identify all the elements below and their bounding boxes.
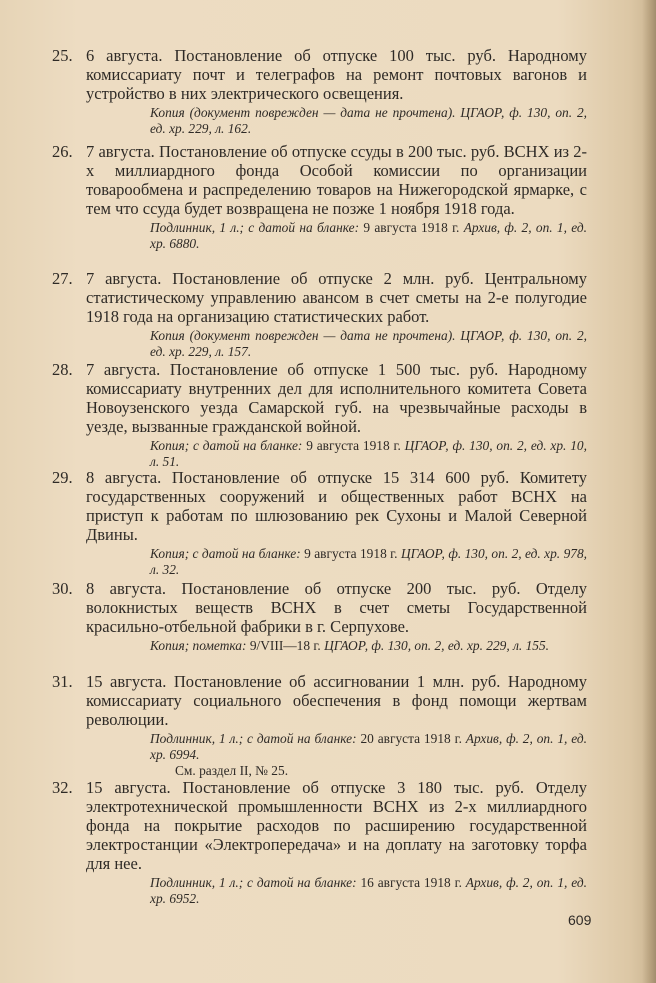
- source-tail: ЦГАОР, ф. 130, оп. 2, ед. хр. 978, л. 32.: [150, 546, 587, 577]
- entry-number: 26.: [52, 142, 73, 161]
- entry-number: 32.: [52, 778, 73, 797]
- entry-29: [52, 468, 587, 578]
- source-date: 20 августа 1918 г.: [360, 731, 462, 746]
- entry-text: 15 августа. Постановление об отпуске 3 180 тыс. руб. Отделу электротехнической промышленности ВСНХ из 2-х миллиардного фонда на покрытие расходов по расширению государственной электростанции «Электропередача» и на доплату на заготовку торфа для нее.: [86, 778, 587, 873]
- entry-text: 6 августа. Постановление об отпуске 100 тыс. руб. Народному комиссариату почт и телеграфов на ремонт почтовых вагонов и устройство в них электрического освещения.: [86, 46, 587, 103]
- entry-source: [150, 875, 587, 907]
- entry-source: Копия (документ поврежден — дата не прочтена). ЦГАОР, ф. 130, оп. 2, ед. хр. 229, л. 157.: [150, 328, 587, 359]
- entry-source: [150, 438, 587, 470]
- entry-source: [150, 220, 587, 252]
- entry-number: 25.: [52, 46, 73, 65]
- entry-number: 27.: [52, 269, 73, 288]
- entry-number: 29.: [52, 468, 73, 487]
- source-tail: Архив, ф. 2, оп. 1, ед. хр. 6880.: [150, 220, 587, 251]
- page-edge-shadow: [642, 0, 656, 983]
- source-date: 9 августа 1918 г.: [306, 438, 401, 453]
- entry-number: 30.: [52, 579, 73, 598]
- source-lead: Подлинник, 1 л.; с датой на бланке:: [150, 731, 357, 746]
- source-lead: Подлинник, 1 л.; с датой на бланке:: [150, 875, 357, 890]
- source-tail: Архив, ф. 2, оп. 1, ед. хр. 6952.: [150, 875, 587, 906]
- source-lead: Копия; с датой на бланке:: [150, 546, 301, 561]
- source-lead: Копия; пометка:: [150, 638, 247, 653]
- entry-27: [52, 269, 587, 360]
- source-date: 9 августа 1918 г.: [304, 546, 398, 561]
- entry-31: [52, 672, 587, 779]
- source-tail: ЦГАОР, ф. 130, оп. 2, ед. хр. 229, л. 155.: [324, 638, 550, 653]
- entry-text: 8 августа. Постановление об отпуске 200 тыс. руб. Отделу волокнистых веществ ВСНХ в счет сметы Государственной красильно-отбельной фабрики в г. Серпухове.: [86, 579, 587, 636]
- entry-number: 28.: [52, 360, 73, 379]
- source-date: 16 августа 1918 г.: [360, 875, 462, 890]
- page-number: 609: [568, 912, 592, 928]
- entry-28: [52, 360, 587, 470]
- source-lead: Подлинник, 1 л.; с датой на бланке:: [150, 220, 360, 235]
- entry-30: [52, 579, 587, 654]
- entry-text: 8 августа. Постановление об отпуске 15 314 600 руб. Комитету государственных сооружений и общественных работ ВСНХ на приступ к работам по шлюзованию рек Сухоны и Малой Северной Двины.: [86, 468, 587, 544]
- source-date: 9/VIII—18 г.: [249, 638, 321, 653]
- source-tail: ЦГАОР, ф. 130, оп. 2, ед. хр. 10, л. 51.: [150, 438, 587, 469]
- entry-text: 7 августа. Постановление об отпуске ссуды в 200 тыс. руб. ВСНХ из 2-х миллиардного фонда Особой комиссии по организации товарообмена и распределению товаров на Нижегородской ярмарке, с тем что ссуда будет возвращена не позже 1 ноября 1918 года.: [86, 142, 587, 218]
- entry-source: [150, 731, 587, 763]
- entry-source: [150, 638, 587, 654]
- source-date: 9 августа 1918 г.: [363, 220, 460, 235]
- entry-source: [150, 546, 587, 578]
- source-lead: Копия; с датой на бланке:: [150, 438, 303, 453]
- cross-reference: См. раздел II, № 25.: [175, 763, 289, 778]
- entry-source: Копия (документ поврежден — дата не прочтена). ЦГАОР, ф. 130, оп. 2, ед. хр. 229, л. 162.: [150, 105, 587, 136]
- entry-text: 7 августа. Постановление об отпуске 2 млн. руб. Центральному статистическому управлению авансом в счет сметы на 2-е полугодие 1918 года на организацию статистических работ.: [86, 269, 587, 326]
- source-tail: Архив, ф. 2, оп. 1, ед. хр. 6994.: [150, 731, 587, 762]
- entry-text: 15 августа. Постановление об ассигновании 1 млн. руб. Народному комиссариату социального обеспечения в фонд помощи жертвам революции.: [86, 672, 587, 729]
- entry-25: [52, 46, 587, 137]
- entry-26: [52, 142, 587, 252]
- entry-32: [52, 778, 587, 907]
- entry-number: 31.: [52, 672, 73, 691]
- entry-text: 7 августа. Постановление об отпуске 1 500 тыс. руб. Народному комиссариату внутренних дел для исполнительного комитета Совета Новоузенского уезда Самарской губ. на чрезвычайные расходы в уезде, вызванные гражданской войной.: [86, 360, 587, 436]
